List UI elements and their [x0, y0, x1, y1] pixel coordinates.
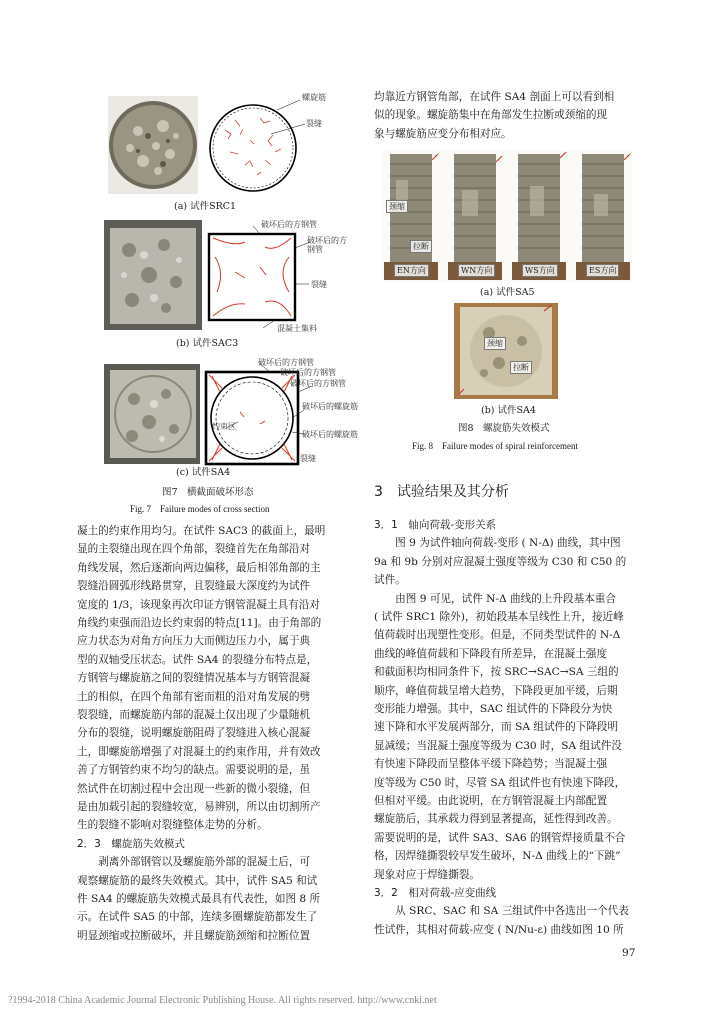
body-line: 生的裂缝不影响对裂缝整体走势的分析。 [77, 819, 268, 832]
body-line: 从 SRC、SAC 和 SA 三组试件中各选出一个代表 [374, 905, 629, 918]
body-line: 需要说明的是，试件 SA3、SA6 的钢管焊接质量不合 [374, 831, 626, 844]
body-line: 裂缝沿圆弧形线路贯穿，且裂缝最大深度约为试件 [77, 580, 311, 593]
fig7-title-en: Fig. 7 Failure modes of cross section [130, 504, 270, 514]
fig7a-photo [108, 96, 198, 194]
fig7c-label-tube-right2: 破坏后的方钢管 [290, 379, 346, 388]
body-line: 显的主裂缝出现在四个角部，裂缝首先在角部沿对 [77, 543, 311, 556]
body-line: 格，因焊缝撕裂较早发生破坏，N-Δ 曲线上的“下跳” [374, 850, 621, 863]
body-line: 件 SA4 的螺旋筋失效模式最具有代表性，如图 8 所 [77, 893, 321, 905]
fig7c-caption: (c) 试件SA4 [176, 467, 231, 478]
fig7b-photo [104, 220, 202, 330]
fig8a-col-es: ES方向 [586, 264, 619, 277]
body-line: 现象对应于焊缝撕裂。 [374, 868, 480, 881]
body-line: 土，即螺旋筋增强了对混凝土的约束作用，并有效改 [77, 745, 321, 758]
body-line: 均靠近方钢管角部，在试件 SA4 剖面上可以看到相 [374, 91, 615, 103]
fig7c-sketch [200, 352, 358, 476]
fig7c-label-tube-right1: 破坏后的方钢管 [280, 368, 336, 377]
section-3-1-heading: 3．1 轴向荷载-变形关系 [374, 519, 497, 531]
fig8b-tag-necking: 颈缩 [484, 337, 506, 350]
body-line: 裂裂缝，而螺旋筋内部的混凝土仅出现了少量随机 [77, 709, 311, 721]
fig8b-caption: (b) 试件SA4 [481, 405, 536, 416]
fig8a-photo-row [382, 150, 632, 282]
body-line: 分布的裂缝，说明螺旋筋阻碍了裂缝进入核心混凝 [77, 727, 311, 740]
fig7b-sketch-art [205, 212, 355, 338]
body-line: 善了方钢管约束不均匀的缺点。需要说明的是，虽 [77, 764, 311, 777]
body-line: 顺序，峰值荷载呈增大趋势，下降段更加平缓，后期 [374, 684, 618, 697]
fig7b-caption: (b) 试件SAC3 [176, 338, 239, 349]
fig8a-col-en: EN方向 [394, 264, 429, 277]
body-line: ( 试件 SRC1 除外)，初始段基本呈线性上升，接近峰 [374, 611, 624, 623]
section-3-2-heading: 3．2 相对荷载-应变曲线 [374, 887, 497, 899]
fig8a-col-ws: WS方向 [522, 264, 558, 277]
fig7c-photo-art [104, 364, 202, 464]
body-line: 宽度的 1/3，该现象再次印证方钢管混凝土具有沿对 [77, 598, 320, 611]
body-line: 是由加载引起的裂缝较宽，易辨别，所以由切割所产 [77, 801, 321, 813]
body-line: 明显颈缩或拉断破坏，并且螺旋筋颈缩和拉断位置 [77, 929, 311, 942]
page-number: 97 [622, 947, 636, 959]
fig7b-label-crack: 裂缝 [311, 280, 327, 289]
fig7-title-cn: 图7 横截面破坏形态 [162, 487, 254, 498]
fig8b-tag-fracture: 拉断 [510, 361, 532, 374]
fig7a-label-spiral: 螺旋筋 [302, 93, 326, 102]
fig8a-caption: (a) 试件SA5 [480, 287, 535, 298]
fig8a-photo-art [382, 150, 632, 282]
body-line: 观察螺旋筋的最终失效模式。其中，试件 SA5 和试 [77, 874, 318, 887]
fig7a-sketch [205, 90, 345, 200]
footer-copyright: ?1994-2018 China Academic Journal Electronic Publishing House. All rights reserved. http://www.cnki.net [8, 995, 437, 1006]
fig7a-photo-art [108, 96, 198, 194]
body-line: 9a 和 9b 分别对应混凝土强度等级为 C30 和 C50 的 [374, 555, 627, 568]
fig7b-label-tube-right-text: 破坏后的方钢管 [307, 236, 347, 254]
fig7c-label-spiral-1: 破坏后的螺旋筋 [302, 402, 358, 411]
fig7a-caption: (a) 试件SRC1 [174, 201, 237, 212]
body-line: 试件。 [374, 574, 406, 587]
fig7a-sketch-art [205, 90, 345, 200]
body-line: 角线发展，然后逐渐向两边偏移，最后相邻角部的主 [77, 561, 321, 574]
body-line: 曲线的峰值荷载和下降段有所差异，在混凝土强度 [374, 647, 608, 660]
body-line: 图 9 为试件轴向荷载-变形 ( N-Δ) 曲线，其中图 [374, 537, 621, 550]
fig8-title-cn: 图8 螺旋筋失效模式 [458, 423, 550, 434]
body-line: 和截面积均相同条件下，按 SRC→SAC→SA 三组的 [374, 666, 619, 679]
body-line: 土的相似，在四个角部有密而粗的沿对角发展的劈 [77, 690, 311, 703]
fig7b-photo-art [104, 220, 202, 330]
body-line: 方钢管与螺旋筋之间的裂缝情况基本与方钢管混凝 [77, 672, 311, 685]
fig8b-photo [454, 303, 558, 399]
fig7c-label-crack: 裂缝 [300, 454, 316, 463]
body-line: 但相对平缓。由此说明，在方钢管混凝土内部配置 [374, 795, 608, 807]
body-line: 角线约束强而沿边长约束弱的特点[11]。由于角部的 [77, 617, 322, 629]
body-line: 变形能力增强。其中，SAC 组试件的下降段分为快 [374, 703, 613, 715]
fig8a-tag-necking: 颈缩 [386, 200, 408, 213]
body-line: 度等级为 C50 时，尽管 SA 组试件也有快速下降段， [374, 776, 626, 789]
fig7c-label-tube-top: 破坏后的方钢管 [258, 358, 314, 367]
fig7c-label-zone: 约束区 [212, 422, 236, 431]
body-line: 显减缓；当混凝土强度等级为 C30 时，SA 组试件没 [374, 739, 622, 752]
body-line: 性试件，其相对荷载-应变 ( N/Nu-ε) 曲线如图 10 所 [374, 923, 624, 936]
section-3-heading: 3 试验结果及其分析 [374, 484, 509, 500]
body-line: 值荷载时出现塑性变形。但是，不同类型试件的 N-Δ [374, 629, 621, 642]
fig7a-label-crack: 裂缝 [306, 119, 322, 128]
body-line: 由图 9 可见，试件 N-Δ 曲线的上升段基本重合 [374, 592, 616, 605]
body-line: 速下降和水平发展两部分，而 SA 组试件的下降段明 [374, 721, 619, 734]
fig8a-col-wn: WN方向 [458, 264, 495, 277]
fig8a-tag-fracture: 拉断 [410, 240, 432, 253]
body-line: 应力状态为对角方向压力大而侧边压力小，属于典 [77, 635, 311, 648]
body-line: 然试件在切割过程中会出现一些新的微小裂缝，但 [77, 782, 311, 795]
body-line: 似的现象。螺旋筋集中在角部发生拉断或颈缩的现 [374, 109, 608, 122]
section-2-3-heading: 2．3 螺旋筋失效模式 [77, 837, 185, 850]
fig8b-photo-art [454, 303, 558, 399]
fig7b-label-tube-right [307, 236, 347, 254]
fig7c-label-spiral-2: 破坏后的螺旋筋 [302, 430, 358, 439]
body-line: 象与螺旋筋应变分布相对应。 [374, 127, 512, 140]
body-line: 凝土的约束作用均匀。在试件 SAC3 的截面上，最明 [77, 525, 326, 537]
body-line: 示。在试件 SA5 的中部，连续多圈螺旋筋都发生了 [77, 911, 318, 924]
body-line: 型的双轴受压状态。试件 SA4 的裂缝分布特点是， [77, 653, 318, 666]
fig7b-sketch [205, 212, 355, 338]
fig7b-label-tube-top: 破坏后的方钢管 [261, 220, 317, 229]
body-line: 螺旋筋后，其承载力得到显著提高，延性得到改善。 [374, 813, 618, 826]
fig8-title-en: Fig. 8 Failure modes of spiral reinforcement [412, 441, 578, 451]
fig7c-photo [104, 364, 202, 464]
body-line: 有快速下降段而呈整体平缓下降趋势；当混凝土强 [374, 758, 608, 771]
body-line: 剥离外部钢管以及螺旋筋外部的混凝土后，可 [77, 856, 311, 869]
fig7b-label-aggregate: 混凝土集料 [277, 324, 317, 333]
